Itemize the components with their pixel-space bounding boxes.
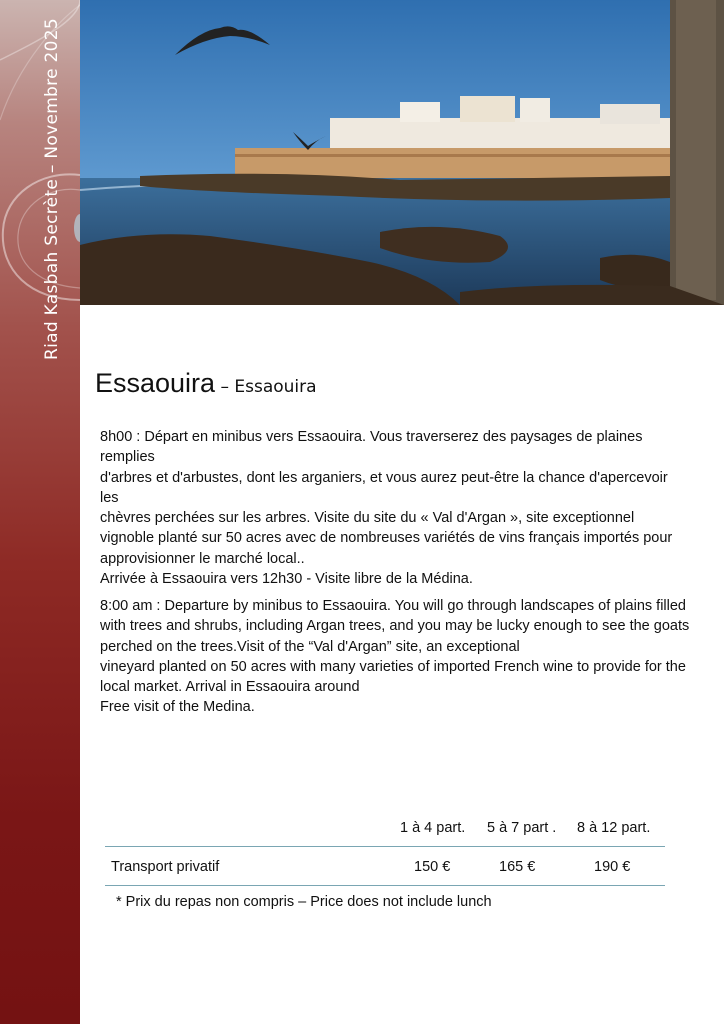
header-group-small: 1 à 4 part. bbox=[400, 820, 466, 836]
price-small: 150 € bbox=[414, 859, 451, 875]
table-row bbox=[105, 847, 665, 886]
text-line: perched on the trees.Visit of the “Val d'Argan” site, an exceptional bbox=[100, 638, 520, 655]
text-line: vineyard planted on 50 acres with many varieties of imported French wine to provide for the bbox=[100, 658, 686, 675]
text-line: with trees and shrubs, including Argan trees, and you may be lucky enough to see the goats bbox=[100, 618, 690, 635]
header-group-medium: 5 à 7 part . bbox=[487, 820, 557, 836]
text-line: 8h00 : Départ en minibus vers Essaouira. Vous traverserez des paysages de plaines remplies bbox=[100, 429, 643, 466]
text-line: approvisionner le marché local.. bbox=[100, 550, 305, 567]
title-sub: – Essaouira bbox=[215, 377, 317, 397]
text-line: chèvres perchées sur les arbres. Visite du site du « Val d'Argan », site exceptionnel bbox=[100, 510, 635, 527]
row-label: Transport privatif bbox=[111, 859, 220, 875]
lunch-note: * Prix du repas non compris – Price does not include lunch bbox=[116, 894, 492, 910]
header-group-large: 8 à 12 part. bbox=[577, 820, 651, 836]
text-line: Free visit of the Medina. bbox=[100, 699, 255, 716]
pricing-table bbox=[105, 812, 665, 886]
price-large: 190 € bbox=[594, 859, 631, 875]
page-title bbox=[95, 368, 317, 399]
text-line: 8:00 am : Departure by minibus to Essaouira. You will go through landscapes of plains filled bbox=[100, 598, 686, 614]
title-main: Essaouira bbox=[95, 368, 216, 398]
text-line: local market. Arrival in Essaouira around bbox=[100, 679, 360, 696]
sidebar-title: Riad Kasbah Secrète – Novembre 2025 bbox=[42, 18, 62, 360]
english-description bbox=[100, 596, 690, 718]
price-medium: 165 € bbox=[499, 859, 536, 875]
text-line: Arrivée à Essaouira vers 12h30 - Visite libre de la Médina. bbox=[100, 571, 473, 588]
french-description bbox=[100, 427, 690, 589]
sidebar-band bbox=[0, 0, 80, 1024]
table-header bbox=[105, 812, 665, 847]
essaouira-photo bbox=[80, 0, 724, 305]
text-line: vignoble planté sur 50 acres avec de nombreuses variétés de vins français importés pour bbox=[100, 530, 673, 547]
decorative-swirl bbox=[0, 0, 80, 320]
text-line: d'arbres et d'arbustes, dont les arganiers, et vous aurez peut-être la chance d'apercevoir les bbox=[100, 469, 668, 506]
